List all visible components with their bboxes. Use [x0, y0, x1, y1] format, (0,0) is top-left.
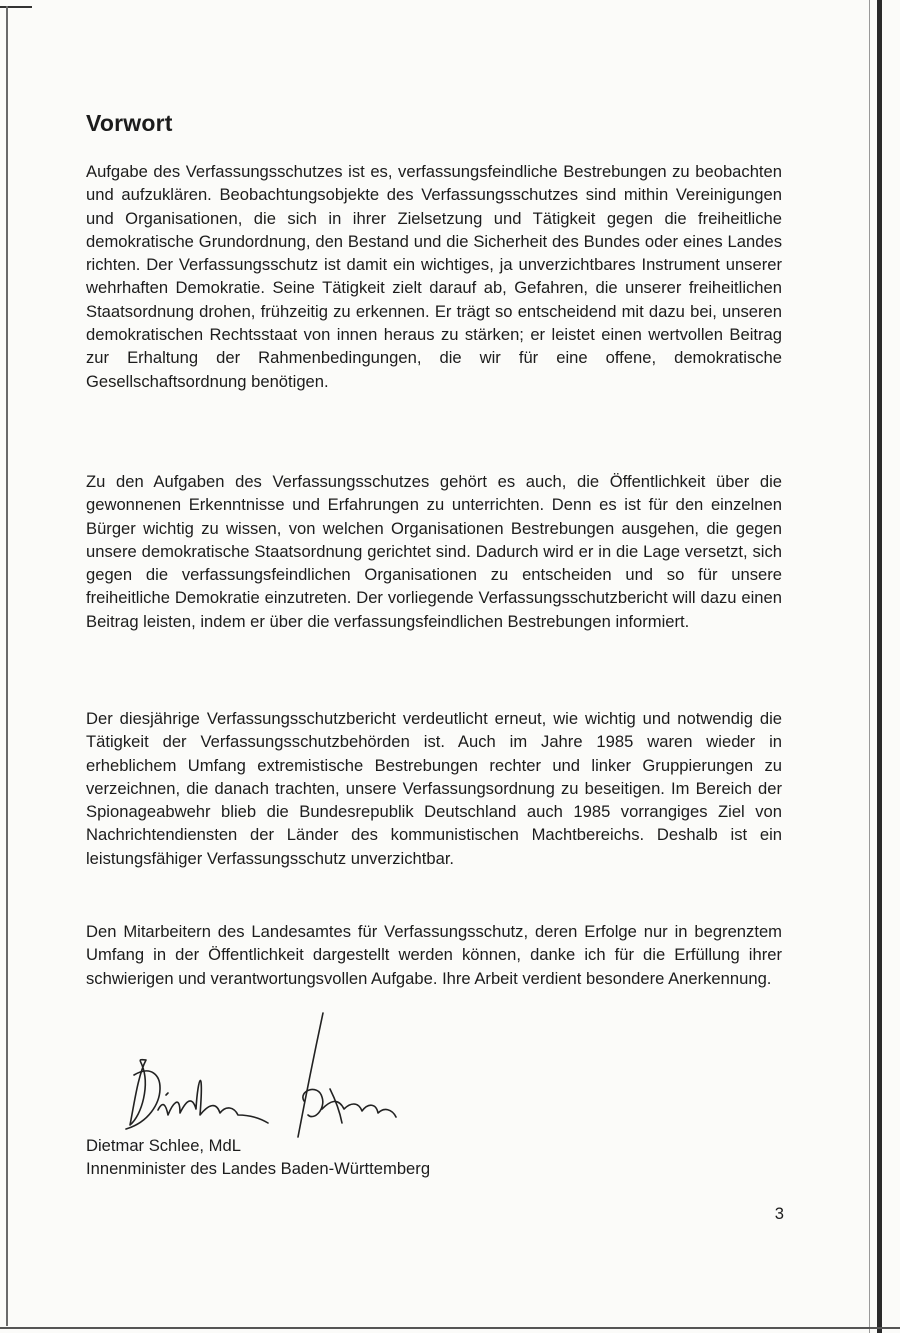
paragraph-1: Aufgabe des Verfassungsschutzes ist es, verfassungsfeindliche Bestrebungen zu beobachten und aufzuklären. Beobachtungsobjekte des Verfassungsschutzes sind mithin Vereinigungen und Organisationen, die sich in ihrer Zielsetzung und Tätigkeit gegen die freiheitliche demokratische Grundordnung, den Bestand und die Sicherheit des Bundes oder eines Landes richten. Der Verfassungsschutz ist damit ein wichtiges, ja unverzichtbares Instrument unserer wehrhaften Demokratie. Seine Tätigkeit zielt darauf ab, Gefahren, die unserer freiheitlichen Staatsordnung drohen, frühzeitig zu erkennen. Er trägt so entscheidend mit dazu bei, unseren demokratischen Rechtsstaat von innen heraus zu stärken; er leistet einen wertvollen Beitrag zur Erhaltung der Rahmenbedingungen, die wir für eine offene, demokratische Gesellschaftsordnung benötigen.	[86, 162, 782, 391]
scan-edge-top	[0, 6, 32, 8]
scan-edge-right-thin	[869, 0, 870, 1333]
signer-role: Innenminister des Landes Baden-Württemberg	[86, 1159, 431, 1179]
scan-edge-bottom	[0, 1327, 900, 1329]
signer-block	[86, 1134, 430, 1181]
paragraph-4: Den Mitarbeitern des Landesamtes für Verfassungsschutz, deren Erfolge nur in begrenztem Umfang in der Öffentlichkeit dargestellt werden können, danke ich für die Erfüllung ihrer schwierigen und verantwortungsvollen Aufgabe. Ihre Arbeit verdient besondere Anerkennung.	[86, 922, 782, 988]
scan-edge-left	[6, 6, 8, 1326]
paragraph-2: Zu den Aufgaben des Verfassungsschutzes gehört es auch, die Öffentlichkeit über die gewonnenen Erkenntnisse und Erfahrungen zu unterrichten. Denn es ist für den einzelnen Bürger wichtig zu wissen, von welchen Organisationen Bestrebungen ausgehen, die gegen unsere demokratische Staatsordnung gerichtet sind. Dadurch wird er in die Lage versetzt, sich gegen die verfassungsfeindlichen Organisationen zu entscheiden und so für unsere freiheitliche Demokratie einzutreten. Der vorliegende Verfassungsschutzbericht will dazu einen Beitrag leisten, indem er über die verfassungsfeindlichen Bestrebungen informiert.	[86, 472, 782, 631]
handwritten-signature	[108, 1005, 408, 1145]
page-number: 3	[774, 1204, 784, 1223]
page-title: Vorwort	[86, 110, 173, 136]
scan-edge-right	[877, 0, 882, 1333]
paragraph-3: Der diesjährige Verfassungsschutzbericht verdeutlicht erneut, wie wichtig und notwendig die Tätigkeit der Verfassungsschutzbehörden ist. Auch im Jahre 1985 waren wieder in erheblichem Umfang extremistische Bestrebungen rechter und linker Gruppierungen zu verzeichnen, die danach trachten, unsere Verfassungsordnung zu beseitigen. Im Bereich der Spionageabwehr blieb die Bundesrepublik Deutschland auch 1985 vorrangiges Ziel von Nachrichtendiensten der Länder des kommunistischen Machtbereichs. Deshalb ist ein leistungsfähiger Verfassungsschutz unverzichtbar.	[86, 709, 782, 868]
signer-name: Dietmar Schlee, MdL	[86, 1136, 241, 1155]
